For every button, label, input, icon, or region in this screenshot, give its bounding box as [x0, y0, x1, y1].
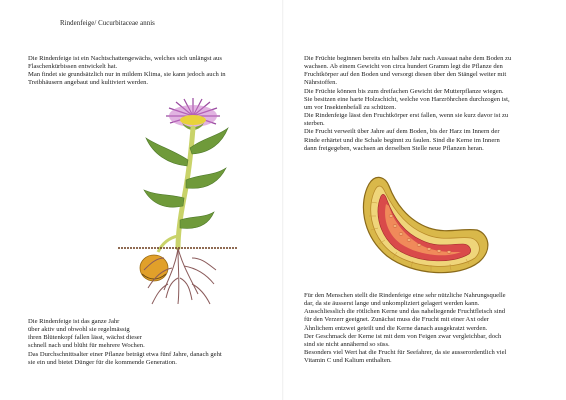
fruit-stalk [158, 236, 178, 252]
text-line: Ähnlichem entzwei geteilt und die Kerne danach ausgekratzt werden. [304, 324, 488, 332]
text-line: Nährstoffen. [304, 79, 338, 87]
text-line: über aktiv und obwohl sie regelmässig [28, 326, 130, 334]
text-line: für den Verzerr geeignet. Zunächst muss die Frucht mit einer Axt oder [304, 316, 489, 324]
text-line: Rinde erhärtet und die Schale beginnt zu faulen. Sind die Kerne im Innern [304, 136, 500, 144]
text-line: schnell nach und blüht für mehrere Wochen. [28, 342, 145, 350]
fruit-cross-section-illustration [351, 172, 501, 282]
text-line: Das Durchschnittsalter einer Pflanze beträgt etwa fünf Jahre, danach geht [28, 350, 222, 358]
text-line: Für den Menschen stellt die Rindenfeige eine sehr nützliche Nahrungsquelle [304, 292, 506, 299]
text-line: Flaschenkürbissen entwickelt hat. [28, 63, 118, 71]
text-line: sie ein und bietet Dünger für die kommende Generation. [28, 358, 177, 366]
text-line: Die Früchte beginnen bereits ein halbes Jahr nach Aussaat nahe dem Boden zu [304, 55, 512, 62]
bottom-paragraph [28, 318, 222, 367]
text-line: Man findet sie grundsätzlich nur in mildem Klima, sie kann jedoch auch in [28, 71, 226, 79]
text-line: Fruchtkörper auf den Boden und versorgt diesen über den Stängel weiter mit [304, 71, 507, 79]
text-line: Die Rindenfeige ist ein Nachtschattengewächs, welches sich unlängst aus [28, 55, 222, 62]
plant-illustration [118, 98, 238, 308]
page-title: Rindenfeige/ Cucurbitaceae annis [60, 20, 155, 27]
right-page [283, 0, 566, 400]
text-line: um vor Insektenbefall zu schützen. [304, 103, 397, 111]
intro-paragraph [28, 55, 226, 88]
flower-head [166, 98, 220, 130]
text-line: ihren Blütenkopf fallen lässt, wächst dieser [28, 334, 142, 342]
text-line: Treibhäusern angebaut und kultiviert werden. [28, 79, 149, 87]
text-line: Die Früchte können bis zum dreifachen Gewicht der Mutterpflanze wiegen. [304, 87, 504, 95]
text-line: Der Geschmack der Kerne ist mit dem von Feigen zwar vergleichbar, doch [304, 332, 502, 340]
top-paragraph [304, 55, 511, 153]
text-line: wachsen. Ab einem Gewicht von circa hundert Gramm legt die Pflanze den [304, 63, 503, 71]
text-line: Die Rindenfeige lässt den Fruchtkörper erst fallen, wenn sie kurz davor ist zu [304, 112, 509, 120]
text-line: Ausschliesslich die rötlichen Kerne und das naheliegende Fruchtfleisch sind [304, 308, 506, 316]
text-line: sind sie nicht annähernd so süss. [304, 340, 390, 348]
text-line: dann freigegeben, wachsen an derselben Stelle neue Pflanzen heran. [304, 144, 484, 152]
text-line: dar, da sie äusserst lange und unkompliziert gelagert werden kann. [304, 300, 480, 308]
text-line: Vitamin C und Kalium enthalten. [304, 357, 392, 365]
hanging-fruit [140, 255, 168, 281]
bottom-paragraph [304, 292, 506, 365]
text-line: Die Frucht verweilt über Jahre auf dem Boden, bis der Harz im Innern der [304, 128, 500, 136]
text-line: Besonders viel Wert hat die Frucht für Seefahrer, da sie ausserordentlich viel [304, 349, 507, 357]
text-line: Die Rindenfeige ist das ganze Jahr [28, 318, 120, 325]
text-line: Sie besitzen eine harte Holzschicht, welche von Harzröhrchen durchzogen ist, [304, 95, 510, 103]
text-line: sterben. [304, 120, 325, 128]
